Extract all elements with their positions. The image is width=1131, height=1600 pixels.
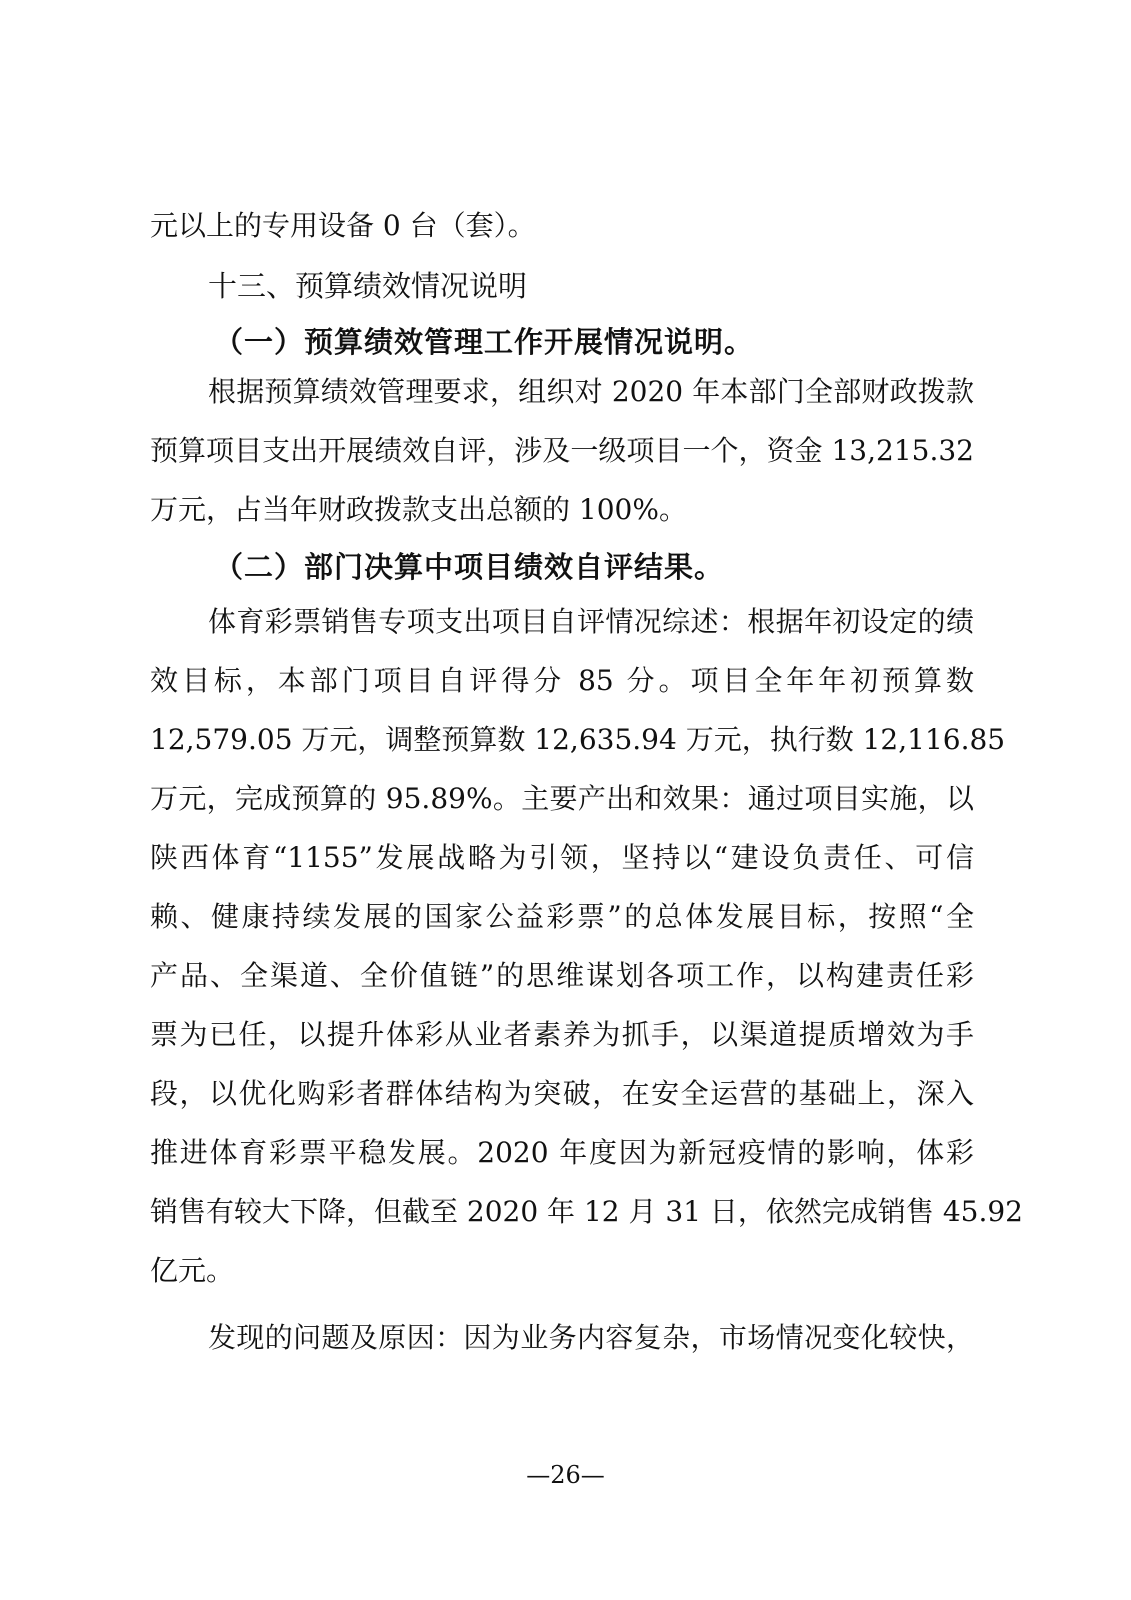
paragraph-2-line-12: 亿元。 bbox=[150, 1254, 235, 1287]
paragraph-2-line-1: 体育彩票销售专项支出项目自评情况综述：根据年初设定的绩 bbox=[208, 605, 974, 638]
paragraph-2-line-3: 12,579.05 万元，调整预算数 12,635.94 万元，执行数 12,116.85 bbox=[150, 723, 1006, 756]
section-13-title: 十三、预算绩效情况说明 bbox=[208, 269, 528, 303]
paragraph-1-line-3: 万元，占当年财政拨款支出总额的 100%。 bbox=[150, 493, 687, 526]
paragraph-1-line-1: 根据预算绩效管理要求，组织对 2020 年本部门全部财政拨款 bbox=[208, 375, 974, 408]
page-number: —26— bbox=[526, 1461, 605, 1489]
paragraph-1-line-2: 预算项目支出开展绩效自评，涉及一级项目一个，资金 13,215.32 bbox=[150, 434, 974, 467]
paragraph-2-line-2: 效目标，本部门项目自评得分 85 分。项目全年年初预算数 bbox=[150, 664, 974, 697]
paragraph-2-line-11: 销售有较大下降，但截至 2020 年 12 月 31 日，依然完成销售 45.92 bbox=[150, 1195, 1023, 1228]
paragraph-2-line-6: 赖、健康持续发展的国家公益彩票”的总体发展目标，按照“全 bbox=[150, 900, 974, 933]
subsection-1-title: （一）预算绩效管理工作开展情况说明。 bbox=[214, 325, 755, 359]
paragraph-3-line-1: 发现的问题及原因：因为业务内容复杂，市场情况变化较快， bbox=[208, 1321, 974, 1354]
paragraph-2-line-8: 票为已任，以提升体彩从业者素养为抓手，以渠道提质增效为手 bbox=[150, 1018, 974, 1051]
paragraph-2-line-5: 陕西体育“1155”发展战略为引领，坚持以“建设负责任、可信 bbox=[150, 841, 974, 874]
paragraph-2-line-4: 万元，完成预算的 95.89%。主要产出和效果：通过项目实施，以 bbox=[150, 782, 974, 815]
paragraph-2-line-9: 段，以优化购彩者群体结构为突破，在安全运营的基础上，深入 bbox=[150, 1077, 974, 1110]
subsection-2-title: （二）部门决算中项目绩效自评结果。 bbox=[214, 550, 725, 584]
paragraph-2-line-7: 产品、全渠道、全价值链”的思维谋划各项工作，以构建责任彩 bbox=[150, 959, 974, 992]
paragraph-2-line-10: 推进体育彩票平稳发展。2020 年度因为新冠疫情的影响，体彩 bbox=[150, 1136, 974, 1169]
continuation-line: 元以上的专用设备 0 台（套）。 bbox=[150, 209, 536, 242]
